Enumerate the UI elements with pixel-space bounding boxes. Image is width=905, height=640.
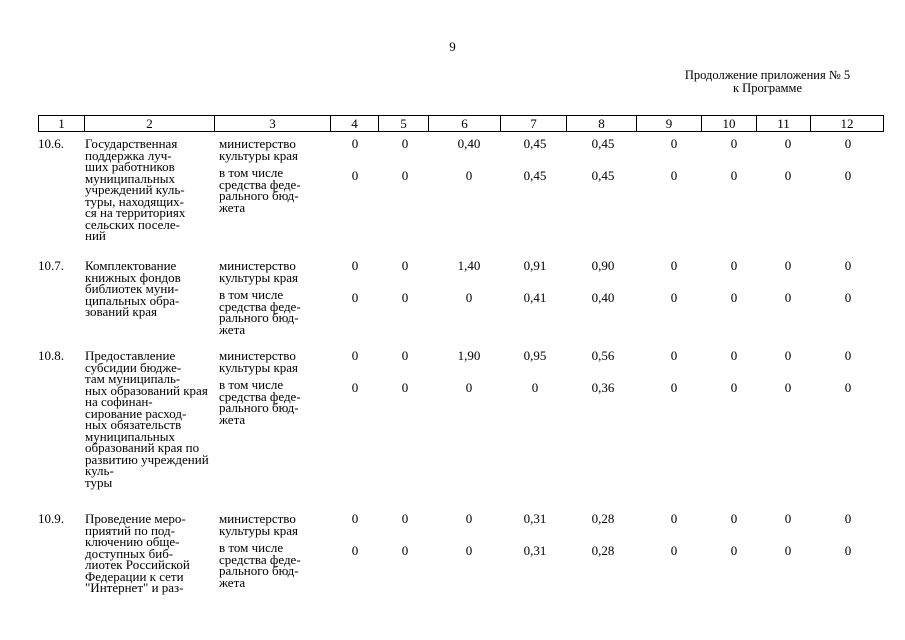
responsible-federal: в том числе средства феде- рального бюд- жета [219, 377, 301, 427]
value-cell: 0 [401, 290, 409, 305]
value-cell: 0 [351, 348, 359, 363]
value-cell: 0 [730, 380, 738, 395]
value-cell: 0 [844, 511, 852, 526]
value-cell: 0,56 [591, 348, 615, 363]
row-number: 10.9. [38, 511, 64, 526]
value-cell: 0 [730, 168, 738, 183]
value-cell: 0 [531, 380, 539, 395]
appendix-line-1: Продолжение приложения № 5 [684, 68, 851, 82]
value-cell: 0,45 [591, 168, 615, 183]
value-cell: 0 [670, 258, 678, 273]
row-responsible [219, 138, 331, 213]
value-cell: 0 [784, 168, 792, 183]
header-row [39, 116, 884, 132]
value-cell: 0 [351, 543, 359, 558]
value-cell: 0 [670, 136, 678, 151]
value-cell: 0,31 [523, 543, 547, 558]
value-cell: 0 [351, 380, 359, 395]
row-responsible [219, 260, 331, 335]
header-cell: 1 [39, 116, 85, 132]
value-cell: 0 [351, 511, 359, 526]
row-name: Проведение меро- приятий по под- ключению обще- доступных биб- лиотек Российской Федерации к сети "Интернет" и раз- [85, 511, 190, 595]
value-cell: 0 [670, 511, 678, 526]
value-cell: 0 [844, 290, 852, 305]
responsible-primary: министерство культуры края [219, 136, 299, 163]
responsible-primary: министерство культуры края [219, 258, 299, 285]
value-cell: 0 [351, 136, 359, 151]
value-cell: 0 [784, 543, 792, 558]
appendix-caption [640, 69, 895, 95]
value-cell: 0 [401, 348, 409, 363]
value-cell: 0 [670, 168, 678, 183]
value-cell: 0 [730, 543, 738, 558]
value-cell: 0,28 [591, 543, 615, 558]
value-cell: 0 [784, 290, 792, 305]
header-cell: 8 [567, 116, 637, 132]
header-cell: 10 [702, 116, 757, 132]
header-cell: 6 [429, 116, 501, 132]
value-cell: 0 [784, 258, 792, 273]
value-cell: 0 [465, 511, 473, 526]
page-number: 9 [449, 39, 456, 54]
value-cell: 0 [844, 258, 852, 273]
value-cell: 0,31 [523, 511, 547, 526]
row-name: Комплектование книжных фондов библиотек муни- ципальных обра- зований края [85, 258, 181, 319]
value-cell: 0 [401, 543, 409, 558]
header-cell: 12 [811, 116, 884, 132]
value-cell: 0,90 [591, 258, 615, 273]
header-cell: 7 [501, 116, 567, 132]
value-cell: 1,90 [457, 348, 481, 363]
value-cell: 0 [784, 380, 792, 395]
value-cell: 0 [784, 511, 792, 526]
row-responsible [219, 513, 331, 588]
value-cell: 0,95 [523, 348, 547, 363]
value-cell: 0 [401, 380, 409, 395]
value-cell: 0 [730, 348, 738, 363]
value-cell: 0 [844, 348, 852, 363]
value-cell: 0 [670, 348, 678, 363]
value-cell: 0,28 [591, 511, 615, 526]
value-cell: 0 [465, 543, 473, 558]
value-cell: 0 [730, 136, 738, 151]
value-cell: 0 [730, 290, 738, 305]
value-cell: 0,41 [523, 290, 547, 305]
value-cell: 0 [670, 543, 678, 558]
value-cell: 0 [670, 380, 678, 395]
value-cell: 0,40 [591, 290, 615, 305]
header-cell: 11 [757, 116, 811, 132]
value-cell: 0 [844, 543, 852, 558]
value-cell: 0 [401, 511, 409, 526]
row-number: 10.6. [38, 136, 64, 151]
header-cell: 5 [379, 116, 429, 132]
value-cell: 0 [351, 258, 359, 273]
row-number: 10.8. [38, 348, 64, 363]
value-cell: 0 [401, 136, 409, 151]
value-cell: 0 [351, 168, 359, 183]
header-cell: 4 [331, 116, 379, 132]
value-cell: 0 [844, 380, 852, 395]
value-cell: 0 [465, 168, 473, 183]
header-cell: 3 [215, 116, 331, 132]
row-number: 10.7. [38, 258, 64, 273]
header-cell: 2 [85, 116, 215, 132]
value-cell: 0,40 [457, 136, 481, 151]
value-cell: 0 [351, 290, 359, 305]
value-cell: 0 [730, 258, 738, 273]
value-cell: 1,40 [457, 258, 481, 273]
header-cell: 9 [637, 116, 702, 132]
value-cell: 0,45 [523, 168, 547, 183]
responsible-federal: в том числе средства феде- рального бюд- жета [219, 165, 301, 215]
responsible-primary: министерство культуры края [219, 348, 299, 375]
row-name: Предоставление субсидии бюдже- там муниципаль- ных образований края на софинан- сирование расход- ных обязательств муниципальных образований края по развитию учреждений куль- туры [85, 348, 209, 490]
appendix-line-2: к Программе [732, 81, 803, 95]
value-cell: 0 [844, 136, 852, 151]
value-cell: 0 [670, 290, 678, 305]
value-cell: 0 [784, 136, 792, 151]
row-responsible [219, 350, 331, 425]
responsible-federal: в том числе средства феде- рального бюд- жета [219, 287, 301, 337]
value-cell: 0 [401, 258, 409, 273]
row-name: Государственная поддержка луч- ших работников муниципальных учреждений куль- туры, находящих- ся на территориях сельских поселе- ний [85, 136, 186, 243]
value-cell: 0,36 [591, 380, 615, 395]
responsible-primary: министерство культуры края [219, 511, 299, 538]
value-cell: 0,45 [591, 136, 615, 151]
value-cell: 0,45 [523, 136, 547, 151]
column-header-table [38, 115, 884, 132]
value-cell: 0 [844, 168, 852, 183]
value-cell: 0,91 [523, 258, 547, 273]
value-cell: 0 [465, 290, 473, 305]
value-cell: 0 [784, 348, 792, 363]
value-cell: 0 [730, 511, 738, 526]
responsible-federal: в том числе средства феде- рального бюд- жета [219, 540, 301, 590]
value-cell: 0 [465, 380, 473, 395]
value-cell: 0 [401, 168, 409, 183]
